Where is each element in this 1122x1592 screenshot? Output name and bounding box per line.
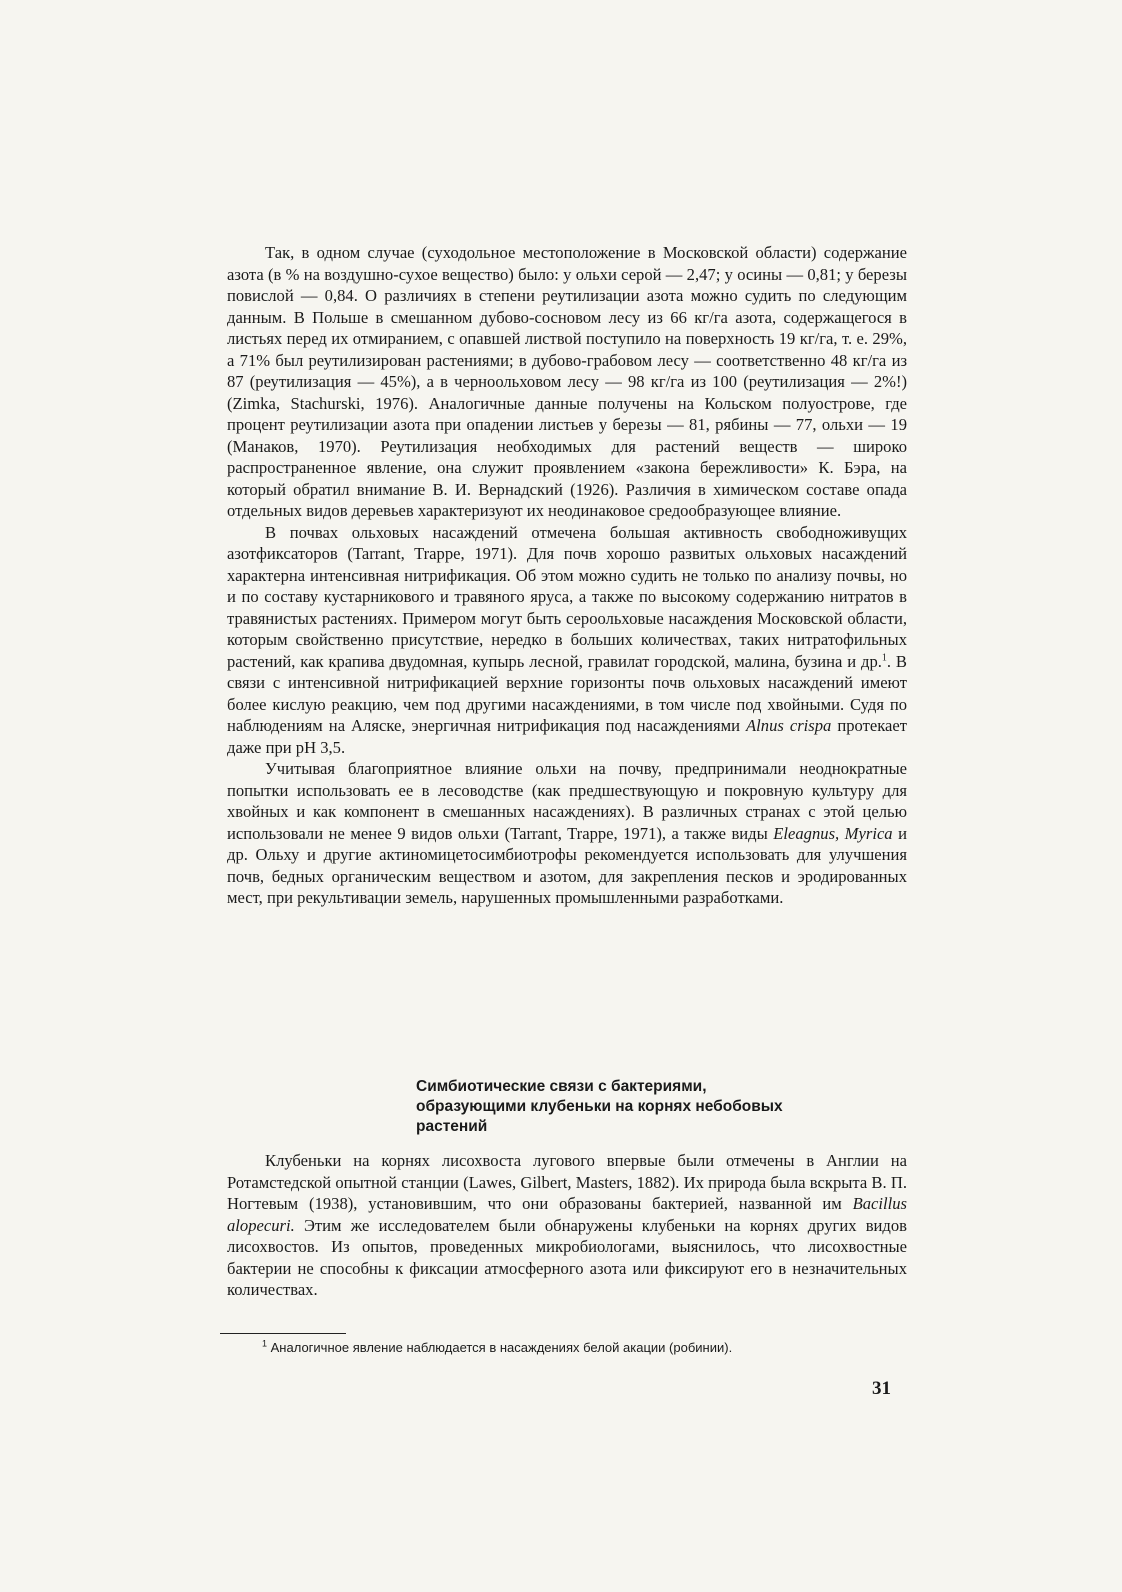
paragraph-4-part-1: Клубеньки на корнях лисохвоста лугового впервые были отмечены в Англии на Ротамстедской опытной станции (Lawes, Gilbert, Masters, 1882). Их природа была вскрыта В. П. Ногтевым (1938), установившим, что они образованы бактерией, названной им [227, 1151, 907, 1213]
paragraph-1: Так, в одном случае (суходольное местоположение в Московской области) содержание азота (в % на воздушно-сухое вещество) было: у ольхи серой — 2,47; у осины — 0,81; у березы повислой — 0,84. О различиях в степени реутилизации азота можно судить по следующим данным. В Польше в смешанном дубово-сосновом лесу из 66 кг/га азота, содержащегося в листьях перед их отмиранием, с опавшей листвой поступило на поверхность 19 кг/га, т. е. 29%, а 71% был реутилизирован растениями; в дубово-грабовом лесу — соответственно 48 кг/га из 87 (реутилизация — 45%), а в черноольховом лесу — 98 кг/га из 100 (реутилизация — 2%!) (Zimka, Stachurski, 1976). Аналогичные данные получены на Кольском полуострове, где процент реутилизации азота при опадении листьев у березы — 81, рябины — 77, ольхи — 19 (Манаков, 1970). Реутилизация необходимых для растений веществ — широко распространенное явление, она служит проявлением «закона бережливости» К. Бэра, на который обратил внимание В. И. Вернадский (1926). Различия в химическом составе опада отдельных видов деревьев характеризуют их неодинаковое средообразующее влияние. [227, 243, 907, 520]
paragraph-4 [227, 1150, 907, 1301]
heading-line-1: Симбиотические связи с бактериями, [416, 1078, 707, 1095]
paragraph-2-part-2: . В связи с интенсивной нитрификацией верхние горизонты почв ольховых насаждений имеют более кислую реакцию, чем под другими насаждениями, в том числе под хвойными. Судя по наблюдениям на Аляске, энергичная нитрификация под насаждениями [227, 651, 907, 735]
paragraph-2-part-1: В почвах ольховых насаждений отмечена большая активность свободноживущих азотфиксаторов (Tarrant, Trappe, 1971). Для почв хорошо развитых ольховых насаждений характерна интенсивная нитрификация. Об этом можно судить не только по анализу почвы, но и по составу кустарникового и травяного яруса, а также по высокому содержанию нитратов в травянистых растениях. Примером могут быть сероольховые насаждения Московской области, которым свойственно присутствие, нередко в больших количествах, таких нитратофильных растений, как крапива двудомная, купырь лесной, гравилат городской, малина, бузина и др. [227, 522, 907, 671]
species-name-alnus: Alnus crispa [746, 716, 832, 735]
footnote-divider [220, 1333, 346, 1334]
paragraph-2-part-3: протекает даже при pH 3,5. [227, 716, 907, 757]
section-heading [416, 1077, 876, 1137]
paragraph-3-part-2: и др. Ольху и другие актиномицетосимбиотрофы рекомендуется использовать для улучшения почв, бедных органическим веществом и азотом, для закрепления песков и эродированных мест, при рекультивации земель, нарушенных промышленными разработками. [227, 823, 908, 907]
species-name-bacillus: Bacillus alopecuri. [227, 1194, 907, 1235]
paragraph-3 [227, 758, 907, 909]
paragraph-2 [227, 522, 907, 759]
main-text-section-1 [227, 242, 907, 909]
main-text-section-2 [227, 1150, 907, 1301]
footnote-mark: 1 [262, 1338, 268, 1349]
footnote [262, 1339, 912, 1356]
paragraph-3-part-1: Учитывая благоприятное влияние ольхи на почву, предпринимали неоднократные попытки использовать ее в лесоводстве (как предшествующую и покровную культуру для хвойных и как компонент в смешанных насаждениях). В различных странах с этой целью использовали не менее 9 видов ольхи (Tarrant, Trappe, 1971), а также виды [227, 759, 907, 843]
footnote-text: Аналогичное явление наблюдается в насаждениях белой акации (робинии). [267, 1340, 733, 1355]
page-number: 31 [872, 1378, 891, 1399]
genus-names: Eleagnus, Myrica [773, 823, 893, 843]
footnote-reference[interactable]: 1 [881, 651, 887, 663]
paragraph-4-part-2: Этим же исследователем были обнаружены клубеньки на корнях других видов лисохвостов. Из опытов, проведенных микробиологами, выяснилось, что лисохвостные бактерии не способны к фиксации атмосферного азота или фиксируют его в незначительных количествах. [227, 1215, 907, 1299]
heading-line-2: образующими клубеньки на корнях небобовых [416, 1098, 783, 1115]
heading-line-3: растений [416, 1118, 488, 1135]
